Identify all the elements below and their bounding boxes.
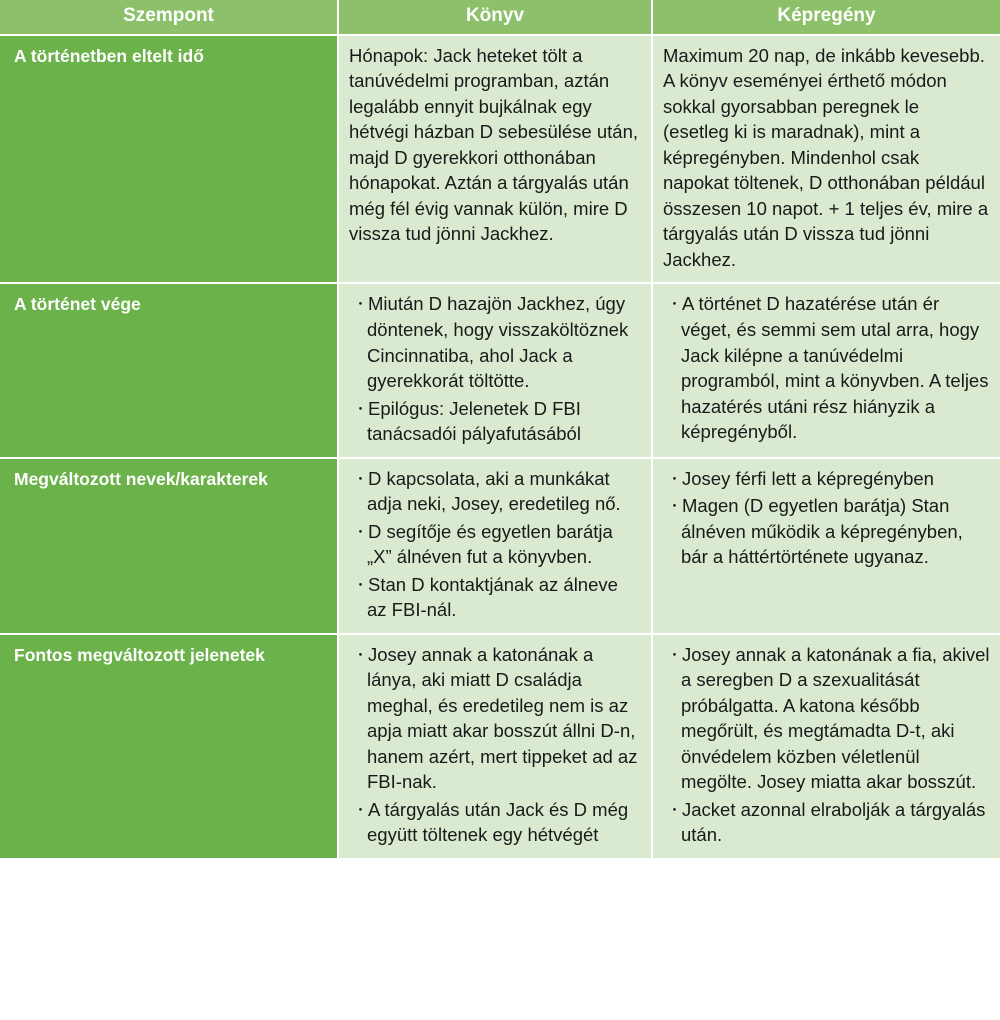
column-header-aspect: Szempont <box>0 0 338 35</box>
bullet-icon: ・ <box>667 296 683 314</box>
bullet-item <box>349 797 641 848</box>
row-comic-cell <box>652 35 1000 284</box>
bullet-text: A történet D hazatérése után ér véget, és semmi sem utal arra, hogy Jack kilépne a tanúvédelmi programból, mint a könyvben. A teljes hazatérés utáni rész hiányzik a képregényből. <box>681 293 989 443</box>
row-aspect-label: Fontos megváltozott jelenetek <box>0 634 338 858</box>
bullet-item <box>663 642 990 795</box>
bullet-item <box>349 642 641 795</box>
cell-paragraph: Hónapok: Jack heteket tölt a tanúvédelmi programban, aztán legalább ennyit bujkálnak egy hétvégi házban D sebesülése után, majd D gyerekkori otthonában hónapokat. Aztán a tárgyalás után még fél évig vannak külön, mire D vissza tud jönni Jackhez. <box>349 44 639 245</box>
table-header <box>0 0 1000 35</box>
bullet-item <box>349 572 641 623</box>
bullet-item <box>663 291 990 444</box>
table-row <box>0 283 1000 457</box>
row-comic-cell <box>652 634 1000 858</box>
bullet-item <box>349 291 641 393</box>
bullet-item <box>663 493 990 570</box>
table-body <box>0 35 1000 858</box>
row-aspect-label: A történet vége <box>0 283 338 457</box>
cell-paragraph: Maximum 20 nap, de inkább kevesebb. A könyv eseményei érthető módon sokkal gyorsabban peregnek le (esetleg ki is maradnak), mint a képregényben. Mindenhol csak napokat töltenek, D otthonában például összesen 10 napot. + 1 teljes év, mire a tárgyalás után D vissza tud jönni Jackhez. <box>663 44 989 270</box>
bullet-item <box>663 466 990 492</box>
row-aspect-label: A történetben eltelt idő <box>0 35 338 284</box>
row-comic-cell <box>652 458 1000 634</box>
bullet-text: Josey férfi lett a képregényben <box>682 467 934 489</box>
table-row <box>0 458 1000 634</box>
bullet-text: D segítője és egyetlen barátja „X” álnéven fut a könyvben. <box>367 520 613 568</box>
bullet-icon: ・ <box>667 498 683 516</box>
bullet-icon: ・ <box>667 646 683 664</box>
bullet-item <box>349 396 641 447</box>
bullet-text: Magen (D egyetlen barátja) Stan álnéven működik a képregényben, bár a háttértörténete ugyanaz. <box>681 495 963 568</box>
bullet-text: Stan D kontaktjának az álneve az FBI-nál. <box>367 573 618 621</box>
row-book-cell <box>338 283 652 457</box>
bullet-text: Josey annak a katonának a fia, akivel a seregben D a szexualitását próbálgatta. A katona később megőrült, és megtámadta D-t, aki önvédelem közben véletlenül megölte. Josey miatta akar bosszút. <box>681 643 990 793</box>
table-row <box>0 634 1000 858</box>
bullet-item <box>349 466 641 517</box>
bullet-icon: ・ <box>353 400 369 418</box>
row-book-cell <box>338 458 652 634</box>
bullet-text: Josey annak a katonának a lánya, aki miatt D családja meghal, és eredetileg nem is az apja miatt akar bosszút állni D-n, hanem azért, mert tippeket ad az FBI-nak. <box>367 643 638 793</box>
bullet-text: Jacket azonnal elrabolják a tárgyalás után. <box>681 798 986 846</box>
bullet-icon: ・ <box>353 646 369 664</box>
bullet-icon: ・ <box>353 801 369 819</box>
row-book-cell <box>338 35 652 284</box>
bullet-text: A tárgyalás után Jack és D még együtt töltenek egy hétvégét <box>367 798 629 846</box>
bullet-item <box>663 797 990 848</box>
column-header-book: Könyv <box>338 0 652 35</box>
bullet-icon: ・ <box>353 523 369 541</box>
bullet-icon: ・ <box>667 470 683 488</box>
bullet-icon: ・ <box>353 576 369 594</box>
bullet-item <box>349 519 641 570</box>
row-aspect-label: Megváltozott nevek/karakterek <box>0 458 338 634</box>
bullet-text: Miután D hazajön Jackhez, úgy döntenek, hogy visszaköltöznek Cincinnatiba, ahol Jack a gyerekkorát töltötte. <box>367 293 629 392</box>
bullet-text: Epilógus: Jelenetek D FBI tanácsadói pályafutásából <box>367 397 581 445</box>
bullet-text: D kapcsolata, aki a munkákat adja neki, Josey, eredetileg nő. <box>367 467 621 515</box>
bullet-icon: ・ <box>353 470 369 488</box>
table-row <box>0 35 1000 284</box>
row-book-cell <box>338 634 652 858</box>
column-header-comic: Képregény <box>652 0 1000 35</box>
bullet-icon: ・ <box>353 296 369 314</box>
row-comic-cell <box>652 283 1000 457</box>
bullet-icon: ・ <box>667 801 683 819</box>
header-row <box>0 0 1000 35</box>
